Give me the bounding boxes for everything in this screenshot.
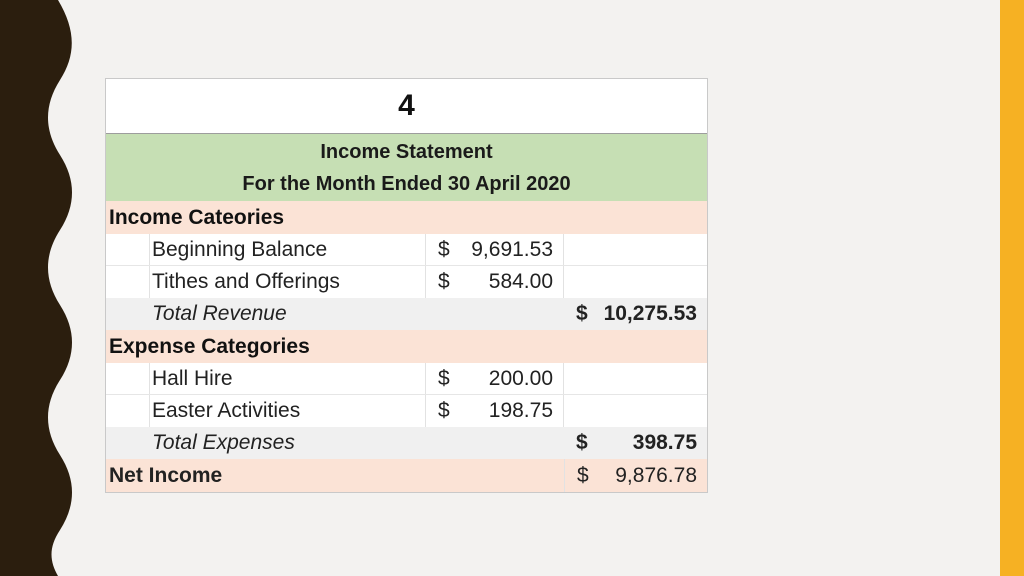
- income-section-label: Income Cateories: [109, 205, 285, 229]
- income-section-row: [106, 201, 707, 234]
- table-row: [106, 363, 707, 395]
- sheet-number: 4: [106, 79, 707, 134]
- row-amount: [426, 266, 564, 298]
- currency-symbol: $: [576, 302, 588, 325]
- total-revenue-row: [106, 298, 707, 330]
- amount-value: 200.00: [488, 366, 553, 390]
- amount-value: 10,275.53: [603, 302, 697, 325]
- expense-section-row: [106, 330, 707, 363]
- amount-value: 584.00: [488, 270, 553, 293]
- amount-value: 398.75: [632, 431, 697, 454]
- total-revenue-label: Total Revenue: [152, 302, 287, 325]
- amount-value: 9,876.78: [615, 463, 697, 487]
- table-row: [106, 234, 707, 266]
- table-row: [106, 395, 707, 427]
- income-statement-sheet: [105, 78, 708, 493]
- accent-strip: [1000, 0, 1024, 576]
- currency-symbol: $: [438, 366, 450, 390]
- row-label: Hall Hire: [150, 363, 426, 394]
- row-label: Tithes and Offerings: [150, 266, 426, 298]
- net-income-label: Net Income: [109, 463, 223, 487]
- total-expenses-row: [106, 427, 707, 459]
- table-row: [106, 266, 707, 298]
- amount-value: 198.75: [488, 399, 553, 422]
- net-income-amount: [564, 459, 707, 492]
- currency-symbol: $: [577, 463, 589, 487]
- statement-header: [106, 134, 707, 201]
- statement-subtitle: For the Month Ended 30 April 2020: [242, 172, 571, 195]
- decorative-wavy-band: [0, 0, 76, 576]
- total-expenses-label: Total Expenses: [152, 431, 295, 454]
- row-amount: [426, 363, 564, 394]
- currency-symbol: $: [576, 431, 588, 454]
- row-label: Easter Activities: [150, 395, 426, 427]
- amount-value: 9,691.53: [471, 237, 553, 261]
- expense-section-label: Expense Categories: [109, 334, 310, 358]
- currency-symbol: $: [438, 399, 450, 422]
- currency-symbol: $: [438, 270, 450, 293]
- total-revenue-amount: [564, 298, 707, 330]
- row-label: Beginning Balance: [150, 234, 426, 265]
- statement-title: Income Statement: [320, 140, 493, 163]
- total-expenses-amount: [564, 427, 707, 459]
- row-amount: [426, 234, 564, 265]
- net-income-row: [106, 459, 707, 492]
- currency-symbol: $: [438, 237, 450, 261]
- row-amount: [426, 395, 564, 427]
